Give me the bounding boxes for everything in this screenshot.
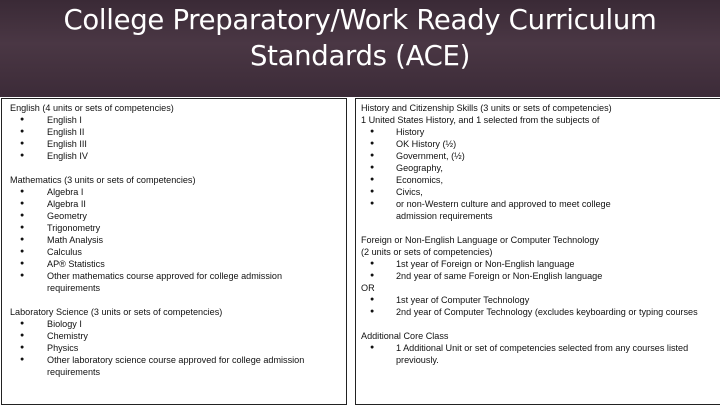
- additional-heading: Additional Core Class: [361, 331, 449, 341]
- list-item: ● English I: [10, 114, 342, 126]
- page-title-line-2: Standards (ACE): [249, 40, 471, 72]
- list-item: ● 1st year of Foreign or Non-English language: [361, 258, 716, 270]
- list-item: ● 1st year of Computer Technology: [361, 294, 716, 306]
- left-text-box: [1, 98, 347, 405]
- additional-list: [361, 342, 716, 366]
- history-subheading: 1 United States History, and 1 selected from the subjects of: [361, 115, 600, 125]
- list-item: ● Chemistry: [10, 330, 342, 342]
- title-banner: [0, 0, 720, 97]
- list-item: ● or non-Western culture and approved to meet college admission requirements: [361, 198, 636, 222]
- list-item: ● OK History (½): [361, 138, 716, 150]
- list-item: ● Math Analysis: [10, 234, 342, 246]
- list-item: ● English IV: [10, 150, 342, 162]
- english-list: [10, 114, 342, 162]
- list-item: ● 1 Additional Unit or set of competencies selected from any courses listed previously.: [361, 342, 720, 366]
- language-subheading: (2 units or sets of competencies): [361, 247, 493, 257]
- page-title-line-1: College Preparatory/Work Ready Curriculum: [63, 4, 657, 36]
- list-item: ● Other mathematics course approved for college admission requirements: [10, 270, 307, 294]
- mathematics-list: [10, 186, 342, 294]
- list-item: ● Geometry: [10, 210, 342, 222]
- english-heading: English (4 units or sets of competencies): [10, 103, 174, 113]
- list-item: ● English III: [10, 138, 342, 150]
- list-item: ● History: [361, 126, 716, 138]
- or-label: OR: [361, 283, 375, 293]
- language-heading: Foreign or Non-English Language or Computer Technology: [361, 235, 599, 245]
- mathematics-heading: Mathematics (3 units or sets of competencies): [10, 175, 196, 185]
- list-item: ● 2nd year of same Foreign or Non-English language: [361, 270, 716, 282]
- lab-science-heading: Laboratory Science (3 units or sets of competencies): [10, 307, 223, 317]
- list-item: ● Economics,: [361, 174, 716, 186]
- computer-tech-list: [361, 294, 716, 318]
- list-item: ● Algebra II: [10, 198, 342, 210]
- right-text-box: [355, 98, 720, 405]
- lab-science-list: [10, 318, 342, 378]
- list-item: ● 2nd year of Computer Technology (excludes keyboarding or typing courses: [361, 306, 720, 318]
- list-item: ● Government, (½): [361, 150, 716, 162]
- list-item: ● Other laboratory science course approved for college admission requirements: [10, 354, 337, 378]
- page-title: [0, 2, 720, 74]
- history-list: [361, 126, 716, 222]
- list-item: ● Physics: [10, 342, 342, 354]
- list-item: ● Civics,: [361, 186, 716, 198]
- language-list: [361, 258, 716, 282]
- history-heading: History and Citizenship Skills (3 units or sets of competencies): [361, 103, 612, 113]
- list-item: ● Algebra I: [10, 186, 342, 198]
- list-item: ● Trigonometry: [10, 222, 342, 234]
- list-item: ● AP® Statistics: [10, 258, 342, 270]
- list-item: ● Calculus: [10, 246, 342, 258]
- list-item: ● Geography,: [361, 162, 716, 174]
- list-item: ● Biology I: [10, 318, 342, 330]
- list-item: ● English II: [10, 126, 342, 138]
